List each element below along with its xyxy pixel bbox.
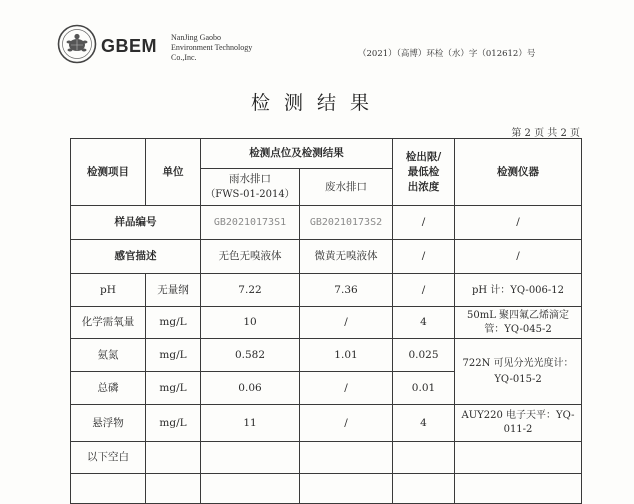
instrument: 50mL 聚四氟乙烯滴定管：YQ-045-2 [455, 307, 582, 339]
sample-limit: / [393, 206, 455, 240]
result-point1: 7.22 [201, 274, 300, 307]
sensory-limit: / [393, 240, 455, 274]
item-name: 以下空白 [71, 442, 146, 474]
header-limit [393, 139, 455, 206]
result-point2: 7.36 [300, 274, 393, 307]
result-point2 [300, 442, 393, 474]
sensory-desc-1: 无色无嗅液体 [201, 240, 300, 274]
brand-name: GBEM [101, 36, 157, 56]
header-point2: 废水排口 [300, 169, 393, 206]
sensory-instrument: / [455, 240, 582, 274]
item-name: 化学需氧量 [71, 307, 146, 339]
page-indicator: 第 2 页 共 2 页 [511, 128, 580, 139]
header-unit: 单位 [146, 139, 201, 206]
detection-limit: 0.01 [393, 372, 455, 405]
sample-id-1: GB20210173S1 [201, 206, 300, 240]
instrument [455, 442, 582, 474]
detection-limit: 4 [393, 405, 455, 442]
document-number: （2021）（高博）环检（水）字（012612）号 [358, 49, 536, 59]
table-row [71, 405, 582, 442]
instrument-shared: 722N 可见分光光度计：YQ-015-2 [455, 339, 582, 405]
item-unit: mg/L [146, 307, 201, 339]
detection-limit [393, 442, 455, 474]
table-row [71, 307, 582, 339]
header-points-group: 检测点位及检测结果 [201, 139, 393, 169]
item-unit [146, 442, 201, 474]
header-limit-line1: 检出限/ [405, 150, 442, 163]
sample-label: 样品编号 [71, 206, 201, 240]
table-row-sample [71, 206, 582, 240]
header-point1-line1: 雨水排口 [229, 173, 271, 185]
header-item: 检测项目 [71, 139, 146, 206]
table-row-sensory [71, 240, 582, 274]
result-point1 [201, 442, 300, 474]
result-point2: / [300, 307, 393, 339]
item-unit: mg/L [146, 405, 201, 442]
sensory-label: 感官描述 [71, 240, 201, 274]
page-title: 检测结果 [250, 92, 383, 114]
result-point2: 1.01 [300, 339, 393, 372]
header-instrument: 检测仪器 [455, 139, 582, 206]
header-point1-line2: （FWS-01-2014） [205, 189, 295, 200]
result-point1: 0.582 [201, 339, 300, 372]
header-point1 [201, 169, 300, 206]
result-point2: / [300, 372, 393, 405]
table-row [71, 274, 582, 307]
header-limit-line3: 出浓度 [407, 180, 440, 193]
results-table [70, 138, 582, 504]
instrument: pH 计：YQ-006-12 [455, 274, 582, 307]
turtle-seal-logo-icon [57, 24, 97, 64]
table-header-row [71, 139, 582, 169]
item-unit: mg/L [146, 339, 201, 372]
table-row [71, 442, 582, 474]
item-name: 总磷 [71, 372, 146, 405]
detection-limit: / [393, 274, 455, 307]
result-point2: / [300, 405, 393, 442]
result-point1: 11 [201, 405, 300, 442]
item-name: pH [71, 274, 146, 307]
table-row [71, 339, 582, 372]
instrument: AUY220 电子天平：YQ-011-2 [455, 405, 582, 442]
result-point1: 10 [201, 307, 300, 339]
item-name: 悬浮物 [71, 405, 146, 442]
item-unit: 无量纲 [146, 274, 201, 307]
item-unit: mg/L [146, 372, 201, 405]
item-name: 氨氮 [71, 339, 146, 372]
sensory-desc-2: 微黄无嗅液体 [300, 240, 393, 274]
sample-instrument: / [455, 206, 582, 240]
detection-limit: 4 [393, 307, 455, 339]
sample-id-2: GB20210173S2 [300, 206, 393, 240]
table-row-empty [71, 474, 582, 504]
result-point1: 0.06 [201, 372, 300, 405]
company-name: NanJing Gaobo Environment Technology Co.,Inc. [171, 33, 253, 62]
detection-limit: 0.025 [393, 339, 455, 372]
header-limit-line2: 最低检 [407, 165, 440, 178]
